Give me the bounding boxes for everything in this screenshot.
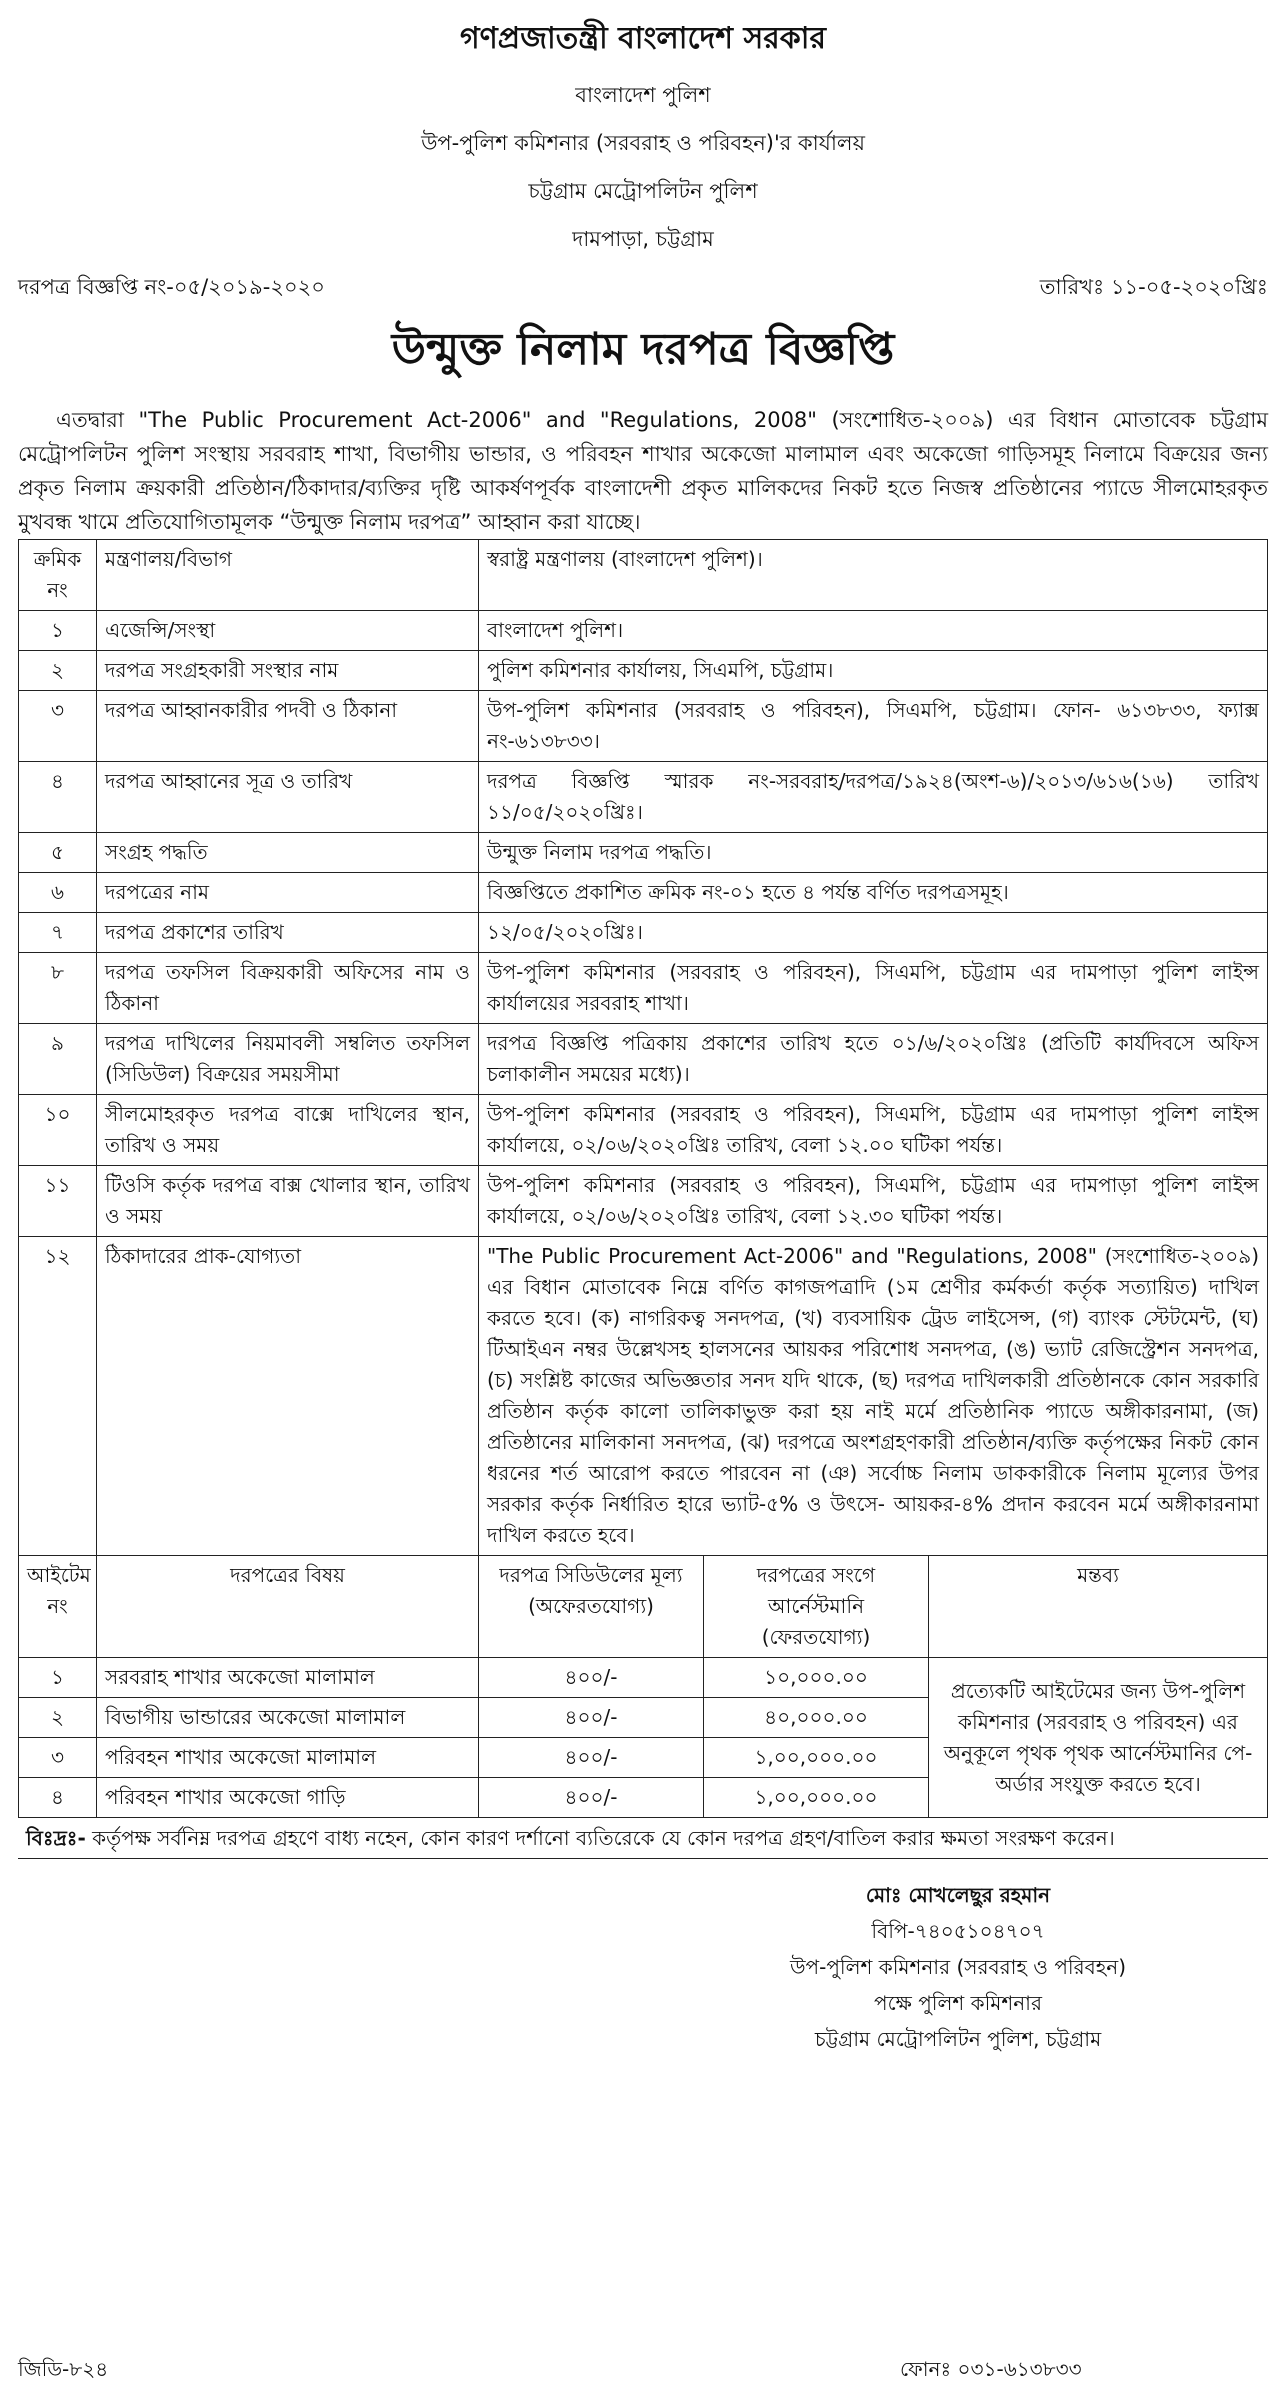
info-value: দরপত্র বিজ্ঞপ্তি স্মারক নং-সরবরাহ/দরপত্র/১৯২৪(অংশ-৬)/২০১৩/৬১৬(১৬) তারিখ ১১/০৫/২০২০খ্রিঃ। [479,762,1268,833]
note-text: কর্তৃপক্ষ সর্বনিম্ন দরপত্র গ্রহণে বাধ্য নহেন, কোন কারণ দর্শানো ব্যতিরেকে যে কোন দরপত্র গ্রহণ/বাতিল করার ক্ষমতা সংরক্ষণ করেন। [85,1826,1115,1850]
info-label-header: মন্ত্রণালয়/বিভাগ [97,540,479,611]
info-no: ৭ [19,913,97,953]
item-schedule-header: দরপত্র সিডিউলের মূল্য (অফেরতযোগ্য) [479,1556,704,1658]
note-paragraph [18,1818,1268,1859]
item-remark-header: মন্তব্য [929,1556,1268,1658]
item-subject: পরিবহন শাখার অকেজো মালামাল [97,1738,479,1778]
info-no: ৪ [19,762,97,833]
signatory-office: চট্টগ্রাম মেট্রোপলিটন পুলিশ, চট্টগ্রাম [814,2027,1102,2051]
item-no: ২ [19,1698,97,1738]
item-schedule-price: ৪০০/- [479,1778,704,1818]
info-value: বিজ্ঞপ্তিতে প্রকাশিত ক্রমিক নং-০১ হতে ৪ পর্যন্ত বর্ণিত দরপত্রসমূহ। [479,873,1268,913]
signatory-on-behalf: পক্ষে পুলিশ কমিশনার [874,1991,1042,2015]
info-no: ৫ [19,833,97,873]
info-label: দরপত্র দাখিলের নিয়মাবলী সম্বলিত তফসিল (সিডিউল) বিক্রয়ের সময়সীমা [97,1024,479,1095]
info-label: ঠিকাদারের প্রাক-যোগ্যতা [97,1237,479,1556]
item-subject: পরিবহন শাখার অকেজো গাড়ি [97,1778,479,1818]
item-remark: প্রত্যেকটি আইটেমের জন্য উপ-পুলিশ কমিশনার (সরবরাহ ও পরিবহন) এর অনুকূলে পৃথক পৃথক আর্নেস্টমানির পে-অর্ডার সংযুক্ত করতে হবে। [929,1658,1268,1818]
info-row [19,762,1268,833]
item-schedule-price: ৪০০/- [479,1738,704,1778]
info-no: ৮ [19,953,97,1024]
info-no: ২ [19,651,97,691]
police-name: বাংলাদেশ পুলিশ [575,83,711,107]
info-value: উপ-পুলিশ কমিশনার (সরবরাহ ও পরিবহন), সিএমপি, চট্টগ্রাম। ফোন- ৬১৩৮৩৩, ফ্যাক্স নং-৬১৩৮৩৩। [479,691,1268,762]
info-value: ১২/০৫/২০২০খ্রিঃ। [479,913,1268,953]
item-subject: বিভাগীয় ভান্ডারের অকেজো মালামাল [97,1698,479,1738]
info-label: দরপত্র প্রকাশের তারিখ [97,913,479,953]
notice-title: উন্মুক্ত নিলাম দরপত্র বিজ্ঞপ্তি [391,324,895,375]
items-table [18,1555,1268,1818]
info-no: ৯ [19,1024,97,1095]
info-row [19,611,1268,651]
info-label: দরপত্র সংগ্রহকারী সংস্থার নাম [97,651,479,691]
info-value: "The Public Procurement Act-2006" and "Regulations, 2008" (সংশোধিত-২০০৯) এর বিধান মোতাবেক নিম্নে বর্ণিত কাগজপত্রাদি (১ম শ্রেণীর কর্মকর্তা কর্তৃক সত্যায়িত) দাখিল করতে হবে। (ক) নাগরিকত্ব সনদপত্র, (খ) ব্যবসায়িক ট্রেড লাইসেন্স, (গ) ব্যাংক স্টেটমেন্ট, (ঘ) টিআইএন নম্বর উল্লেখসহ হালসনের আয়কর পরিশোধ সনদপত্র, (ঙ) ভ্যাট রেজিস্ট্রেশন সনদপত্র, (চ) সংশ্লিষ্ট কাজের অভিজ্ঞতার সনদ যদি থাকে, (ছ) দরপত্র দাখিলকারী প্রতিষ্ঠানকে কোন সরকারি প্রতিষ্ঠান কর্তৃক কালো তালিকাভুক্ত করা হয় নাই মর্মে প্রতিষ্ঠানিক প্যাডে অঙ্গীকারনামা, (জ) প্রতিষ্ঠানের মালিকানা সনদপত্র, (ঝ) দরপত্রে অংশগ্রহণকারী প্রতিষ্ঠান/ব্যক্তি কর্তৃপক্ষের নিকট কোন ধরনের শর্ত আরোপ করতে পারবেন না (ঞ) সর্বোচ্চ নিলাম ডাককারীকে নিলাম মূল্যের উপর সরকার কর্তৃক নির্ধারিত হারে ভ্যাট-৫% ও উৎসে- আয়কর-৪% প্রদান করবেন মর্মে অঙ্গীকারনামা দাখিল করতে হবে। [479,1237,1268,1556]
signature-block [678,1877,1238,2057]
info-no: ১২ [19,1237,97,1556]
item-earnest-money: ১,০০,০০০.০০ [704,1778,929,1818]
info-row [19,873,1268,913]
government-name: গণপ্রজাতন্ত্রী বাংলাদেশ সরকার [460,21,826,56]
note-label: বিঃদ্রঃ- [26,1826,86,1850]
place-name: দামপাড়া, চট্টগ্রাম [572,227,714,251]
info-label: দরপত্র তফসিল বিক্রয়কারী অফিসের নাম ও ঠিকানা [97,953,479,1024]
reference-number: দরপত্র বিজ্ঞপ্তি নং-০৫/২০১৯-২০২০ [18,275,325,299]
info-label: টিওসি কর্তৃক দরপত্র বাক্স খোলার স্থান, তারিখ ও সময় [97,1166,479,1237]
info-label: দরপত্র আহ্বানের সূত্র ও তারিখ [97,762,479,833]
info-row [19,651,1268,691]
info-no: ১ [19,611,97,651]
item-schedule-price: ৪০০/- [479,1698,704,1738]
reference-row [18,271,1268,306]
info-row [19,1237,1268,1556]
info-row [19,1166,1268,1237]
info-label: দরপত্রের নাম [97,873,479,913]
info-label: সংগ্রহ পদ্ধতি [97,833,479,873]
info-no: ১১ [19,1166,97,1237]
info-label: এজেন্সি/সংস্থা [97,611,479,651]
items-header-row [19,1556,1268,1658]
info-no: ৩ [19,691,97,762]
item-earnest-money: ১,০০,০০০.০০ [704,1738,929,1778]
item-subject: সরবরাহ শাখার অকেজো মালামাল [97,1658,479,1698]
info-row [19,953,1268,1024]
info-value: দরপত্র বিজ্ঞপ্তি পত্রিকায় প্রকাশের তারিখ হতে ০১/৬/২০২০খ্রিঃ (প্রতিটি কার্যদিবসে অফিস চলাকালীন সময়ের মধ্যে)। [479,1024,1268,1095]
info-row [19,691,1268,762]
phone-number: ফোনঃ ০৩১-৬১৩৮৩৩ [900,2357,1082,2381]
item-money-header: দরপত্রের সংগে আর্নেস্টমানি (ফেরতযোগ্য) [704,1556,929,1658]
info-header-row [19,540,1268,611]
info-value: উন্মুক্ত নিলাম দরপত্র পদ্ধতি। [479,833,1268,873]
item-schedule-price: ৪০০/- [479,1658,704,1698]
info-no: ১০ [19,1095,97,1166]
info-value: উপ-পুলিশ কমিশনার (সরবরাহ ও পরিবহন), সিএমপি, চট্টগ্রাম এর দামপাড়া পুলিশ লাইন্স কার্যালয়ে, ০২/০৬/২০২০খ্রিঃ তারিখ, বেলা ১২.০০ ঘটিকা পর্যন্ত। [479,1095,1268,1166]
info-label: দরপত্র আহ্বানকারীর পদবী ও ঠিকানা [97,691,479,762]
signatory-name: মোঃ মোখলেছুর রহমান [865,1883,1051,1907]
info-table [18,539,1268,1556]
item-earnest-money: ৪০,০০০.০০ [704,1698,929,1738]
office-name: উপ-পুলিশ কমিশনার (সরবরাহ ও পরিবহন)'র কার্যালয় [421,131,865,155]
info-value-header: স্বরাষ্ট্র মন্ত্রণালয় (বাংলাদেশ পুলিশ)। [479,540,1268,611]
item-no-header: আইটেম নং [19,1556,97,1658]
metro-name: চট্টগ্রাম মেট্রোপলিটন পুলিশ [528,179,758,203]
info-row [19,1024,1268,1095]
item-subject-header: দরপত্রের বিষয় [97,1556,479,1658]
item-no: ৩ [19,1738,97,1778]
notice-date: তারিখঃ ১১-০৫-২০২০খ্রিঃ [1039,275,1268,299]
signatory-bp: বিপি-৭৪০৫১০৪৭০৭ [871,1919,1045,1943]
info-no: ৬ [19,873,97,913]
item-earnest-money: ১০,০০০.০০ [704,1658,929,1698]
item-row [19,1658,1268,1698]
info-row [19,913,1268,953]
info-row [19,833,1268,873]
info-value: পুলিশ কমিশনার কার্যালয়, সিএমপি, চট্টগ্রাম। [479,651,1268,691]
signatory-designation: উপ-পুলিশ কমিশনার (সরবরাহ ও পরিবহন) [789,1955,1127,1979]
info-value: উপ-পুলিশ কমিশনার (সরবরাহ ও পরিবহন), সিএমপি, চট্টগ্রাম এর দামপাড়া পুলিশ লাইন্স কার্যালয়ে, ০২/০৬/২০২০খ্রিঃ তারিখ, বেলা ১২.৩০ ঘটিকা পর্যন্ত। [479,1166,1268,1237]
letterhead [18,14,1268,258]
info-label: সীলমোহরকৃত দরপত্র বাক্সে দাখিলের স্থান, তারিখ ও সময় [97,1095,479,1166]
info-row [19,1095,1268,1166]
info-value: উপ-পুলিশ কমিশনার (সরবরাহ ও পরিবহন), সিএমপি, চট্টগ্রাম এর দামপাড়া পুলিশ লাইন্স কার্যালয়ের সরবরাহ শাখা। [479,953,1268,1024]
item-no: ৪ [19,1778,97,1818]
info-no-header: ক্রমিক নং [19,540,97,611]
item-no: ১ [19,1658,97,1698]
info-value: বাংলাদেশ পুলিশ। [479,611,1268,651]
intro-paragraph: এতদ্বারা "The Public Procurement Act-2006" and "Regulations, 2008" (সংশোধিত-২০০৯) এর বিধান মোতাবেক চট্টগ্রাম মেট্রোপলিটন পুলিশ সংস্থায় সরবরাহ শাখা, বিভাগীয় ভান্ডার, ও পরিবহন শাখার অকেজো মালামাল এবং অকেজো গাড়িসমূহ নিলামে বিক্রয়ের জন্য প্রকৃত নিলাম ক্রয়কারী প্রতিষ্ঠান/ঠিকাদার/ব্যক্তির দৃষ্টি আকর্ষণপূর্বক বাংলাদেশী প্রকৃত মালিকদের নিকট হতে নিজস্ব প্রতিষ্ঠানের প্যাডে সীলমোহরকৃত মুখবন্ধ খামে প্রতিযোগিতামূলক “উন্মুক্ত নিলাম দরপত্র” আহ্বান করা যাচ্ছে। [18,408,1268,534]
gd-number: জিডি-৮২৪ [18,2357,109,2381]
